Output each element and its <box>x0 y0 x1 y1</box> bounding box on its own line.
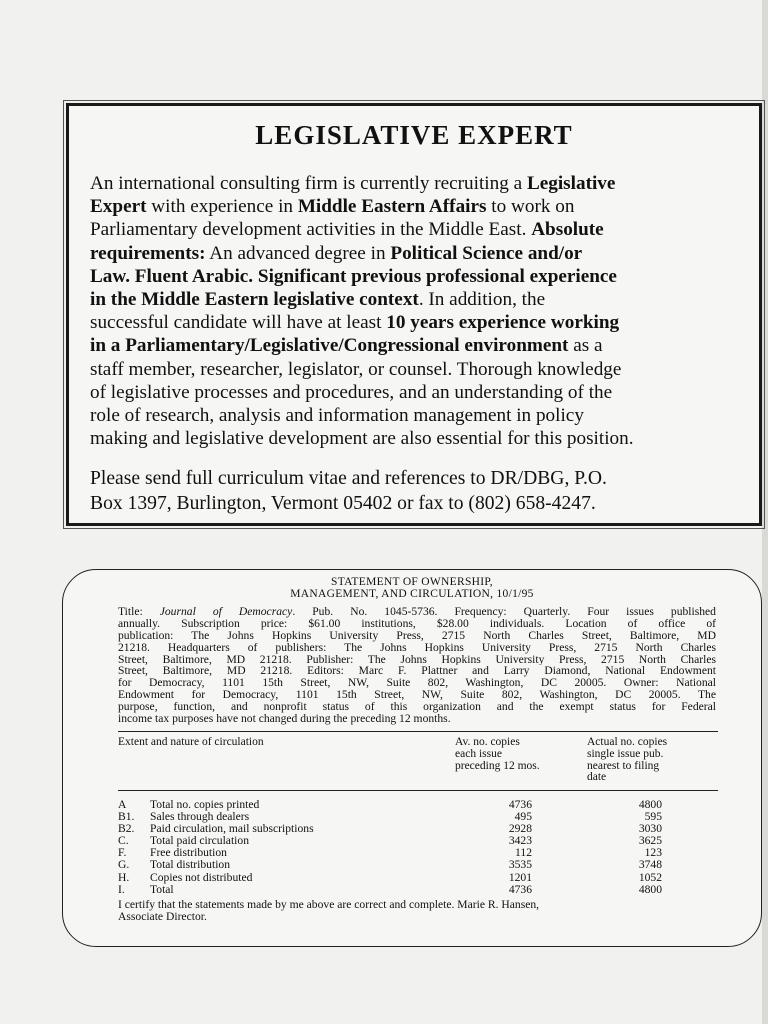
table-row <box>118 884 718 896</box>
certification-line: I certify that the statements made by me above are correct and complete. Marie R. Hansen, <box>118 898 540 911</box>
statement-paragraph-line <box>118 654 716 666</box>
statement-paragraph-line <box>118 618 716 630</box>
text-run: An advanced degree in <box>205 242 391 264</box>
table-header-rule <box>118 790 718 791</box>
ad-body-line <box>90 195 750 218</box>
ad-body-line <box>90 311 750 334</box>
row-code: C. <box>118 834 129 848</box>
text-run: An international consulting firm is currently recruiting a <box>90 173 527 194</box>
text-run: Parliamentary development activities in the Middle East. <box>90 219 532 241</box>
row-label: Total no. copies printed <box>150 798 260 811</box>
row-label: Free distribution <box>150 846 227 860</box>
text-run: . In addition, the <box>418 288 546 310</box>
ad-body-line <box>90 288 750 311</box>
text-run: Journal of Democracy <box>159 606 293 618</box>
statement-heading: MANAGEMENT, AND CIRCULATION, 10/1/95 <box>290 588 534 600</box>
row-average: 112 <box>515 846 532 860</box>
row-average: 1201 <box>508 870 532 884</box>
row-average: 495 <box>514 810 532 824</box>
statement-paragraph-line <box>118 689 716 701</box>
statement-paragraph-line <box>118 665 716 677</box>
ad-contact-line: Box 1397, Burlington, Vermont 05402 or fax to (802) 658-4247. <box>90 493 596 514</box>
ad-body-line <box>90 334 750 357</box>
row-average: 4736 <box>508 798 532 811</box>
ad-body-line <box>90 404 750 427</box>
col-header-average <box>455 737 540 772</box>
text-run: of legislative processes and procedures, and an understanding of the <box>90 381 613 403</box>
col-header-line: date <box>587 771 607 784</box>
row-label: Sales through dealers <box>150 810 250 824</box>
text-run: 10 years experience working <box>386 312 620 334</box>
row-actual: 4800 <box>638 798 662 811</box>
text-run: publication: The Johns Hopkins University Press, 2715 North Charles Street, Baltimore, MD <box>118 629 716 642</box>
ad-body-line <box>90 381 750 404</box>
statement-paragraph-line <box>118 677 716 689</box>
text-run: staff member, researcher, legislator, or counsel. Thorough knowledge <box>90 358 622 380</box>
row-label: Total distribution <box>150 858 231 872</box>
table-row <box>118 872 718 884</box>
text-run: Law. Fluent Arabic. Significant previous professional experience <box>90 265 617 287</box>
col-header-extent: Extent and nature of circulation <box>118 736 264 748</box>
statement-heading: STATEMENT OF OWNERSHIP, <box>331 576 493 588</box>
row-average: 3423 <box>508 834 532 848</box>
text-run: Street, Baltimore, MD 21218. Publisher: The Johns Hopkins University Press, 2715 North Charles <box>118 653 716 666</box>
text-run: . Pub. No. 1045-5736. Frequency: Quarterly. Four issues published <box>292 606 716 618</box>
row-actual: 1052 <box>638 870 662 884</box>
text-run: Legislative <box>526 173 616 194</box>
circulation-table <box>118 799 718 896</box>
row-actual: 3748 <box>638 858 662 872</box>
ad-contact-line: Please send full curriculum vitae and references to DR/DBG, P.O. <box>90 468 607 489</box>
row-code: H. <box>118 870 130 884</box>
text-run: purpose, function, and nonprofit status of this organization and the exempt status for Federal <box>118 701 716 714</box>
row-label: Total <box>150 882 174 896</box>
row-average: 2928 <box>508 822 532 836</box>
text-run: Street, Baltimore, MD 21218. Editors: Marc F. Plattner and Larry Diamond, National Endowment <box>118 665 716 678</box>
row-code: I. <box>118 882 125 896</box>
text-run: Title: <box>118 606 160 618</box>
row-label: Total paid circulation <box>150 834 249 848</box>
row-average: 3535 <box>508 858 532 872</box>
ad-body-line <box>90 218 750 241</box>
text-run: as a <box>568 335 603 357</box>
ad-body-line <box>90 242 750 265</box>
certification-line: Associate Director. <box>118 910 207 924</box>
table-top-rule <box>118 731 718 732</box>
text-run: role of research, analysis and information management in policy <box>90 404 584 426</box>
statement-paragraph-line <box>118 630 716 642</box>
text-run: Absolute <box>531 219 604 241</box>
text-run: to work on <box>486 196 575 218</box>
row-label: Paid circulation, mail subscriptions <box>150 822 314 836</box>
col-header-line: single issue pub. <box>587 747 664 760</box>
text-run: Expert <box>90 196 147 218</box>
row-actual: 595 <box>644 810 662 824</box>
col-header-actual <box>587 737 667 784</box>
row-code: B1. <box>118 810 135 824</box>
ad-body-line <box>90 427 750 450</box>
row-code: A <box>118 798 127 811</box>
text-run: requirements: <box>90 242 206 264</box>
col-header-line: Actual no. copies <box>587 736 668 748</box>
ad-body <box>90 172 750 450</box>
col-header-line: nearest to filing <box>587 759 660 772</box>
row-label: Copies not distributed <box>150 870 253 884</box>
row-actual: 4800 <box>638 882 662 896</box>
text-run: in a Parliamentary/Legislative/Congressional environment <box>90 335 569 357</box>
table-row <box>118 859 718 871</box>
text-run: making and legislative development are also essential for this position. <box>90 428 634 450</box>
row-actual: 3030 <box>638 822 662 836</box>
row-code: B2. <box>118 822 135 836</box>
text-run: Middle Eastern Affairs <box>297 196 487 218</box>
text-run: annually. Subscription price: $61.00 institutions, $28.00 individuals. Location of office of <box>118 617 716 630</box>
row-average: 4736 <box>508 882 532 896</box>
certification <box>118 899 718 923</box>
text-run: successful candidate will have at least <box>90 312 387 334</box>
text-run: for Democracy, 1101 15th Street, NW, Suite 802, Washington, DC 20005. Owner: National <box>118 677 716 690</box>
ad-contact <box>90 466 750 516</box>
col-header-line: Av. no. copies <box>455 736 520 748</box>
row-code: G. <box>118 858 130 872</box>
row-actual: 123 <box>644 846 662 860</box>
job-advertisement <box>66 103 762 526</box>
row-actual: 3625 <box>638 834 662 848</box>
statement-paragraph <box>118 606 716 725</box>
text-run: Endowment for Democracy, 1101 15th Street, NW, Suite 802, Washington, DC 20005. The <box>118 689 716 702</box>
ad-body-line <box>90 265 750 288</box>
statement-paragraph-line <box>118 713 716 725</box>
page-edge <box>762 0 768 1024</box>
col-header-line: each issue <box>455 747 502 760</box>
text-run: in the Middle Eastern legislative context <box>90 288 419 310</box>
statement-paragraph-line <box>118 642 716 654</box>
statement-paragraph-line <box>118 701 716 713</box>
text-run: income tax purposes have not changed during the preceding 12 months. <box>118 713 451 725</box>
ad-title: LEGISLATIVE EXPERT <box>255 120 573 150</box>
col-header-line: preceding 12 mos. <box>455 759 540 772</box>
text-run: 21218. Headquarters of publishers: The Johns Hopkins University Press, 2715 North Charles <box>118 641 716 654</box>
row-code: F. <box>118 846 127 860</box>
text-run: with experience in <box>146 196 298 218</box>
text-run: Political Science and/or <box>390 242 583 264</box>
ownership-statement <box>62 569 762 947</box>
ad-body-line <box>90 358 750 381</box>
statement-paragraph-line <box>118 606 716 618</box>
ad-body-line <box>90 172 750 195</box>
